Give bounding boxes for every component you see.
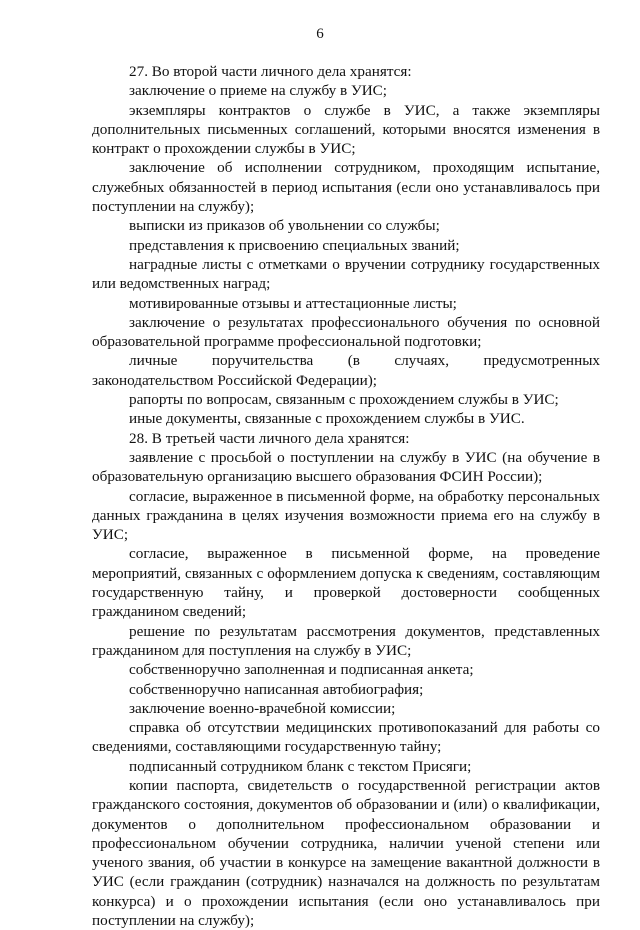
paragraph: выписки из приказов об увольнении со службы; [129,217,440,235]
paragraph: рапорты по вопросам, связанным с прохождением службы в УИС; [129,391,559,409]
paragraph: заключение об исполнении сотрудником, проходящим испытание, служебных обязанностей в период испытания (если оно устанавливалось при поступлении на службу); [92,159,600,216]
document-body [92,62,600,930]
paragraph: заключение о приеме на службу в УИС; [129,82,388,100]
paragraph: заявление с просьбой о поступлении на службу в УИС (на обучение в образовательную организацию высшего образования ФСИН России); [92,448,600,486]
paragraph: копии паспорта, свидетельств о государственной регистрации актов гражданского состояния, документов об образовании и (или) о квалификации, документов о дополнительном профессиональном образовании и профессиональном обучении сотрудника, наличии ученой степени или ученого звания, об участии в конкурсе на замещение вакантной должности в УИС (если гражданин (сотрудник) назначался на должность по результатам конкурса) и о прохождении испытания (если оно устанавливалось при поступлении на службу); [92,776,600,930]
paragraph-28-heading: 28. В третьей части личного дела хранятся: [129,429,410,447]
paragraph: подписанный сотрудником бланк с текстом Присяги; [129,757,472,775]
paragraph: иные документы, связанные с прохождением службы в УИС. [129,410,525,428]
paragraph: представления к присвоению специальных званий; [129,236,460,254]
page-number: 6 [316,26,324,42]
paragraph: собственноручно заполненная и подписанная анкета; [129,661,474,679]
paragraph: собственноручно написанная автобиография; [129,680,424,698]
paragraph-27-heading: 27. Во второй части личного дела хранятся: [129,63,412,80]
paragraph: мотивированные отзывы и аттестационные листы; [129,294,457,312]
paragraph: заключение о результатах профессионального обучения по основной образовательной программе профессиональной подготовки; [92,313,600,351]
paragraph: личные поручительства (в случаях, предусмотренных законодательством Российской Федерации); [92,352,600,389]
paragraph: экземпляры контрактов о службе в УИС, а также экземпляры дополнительных письменных соглашений, которыми вносятся изменения в контракт о прохождении службы в УИС; [92,101,600,158]
paragraph: согласие, выраженное в письменной форме, на обработку персональных данных гражданина в целях изучения возможности приема его на службу в УИС; [92,487,600,544]
paragraph: решение по результатам рассмотрения документов, представленных гражданином для поступления на службу в УИС; [92,622,600,659]
paragraph: наградные листы с отметками о вручении сотруднику государственных или ведомственных наград; [92,255,600,293]
paragraph: справка об отсутствии медицинских противопоказаний для работы со сведениями, составляющими государственную тайну; [92,719,600,756]
paragraph: заключение военно-врачебной комиссии; [129,699,396,717]
paragraph: согласие, выраженное в письменной форме, на проведение мероприятий, связанных с оформлением допуска к сведениям, составляющим государственную тайну, и проверкой достоверности сообщенных гражданином сведений; [92,545,600,621]
